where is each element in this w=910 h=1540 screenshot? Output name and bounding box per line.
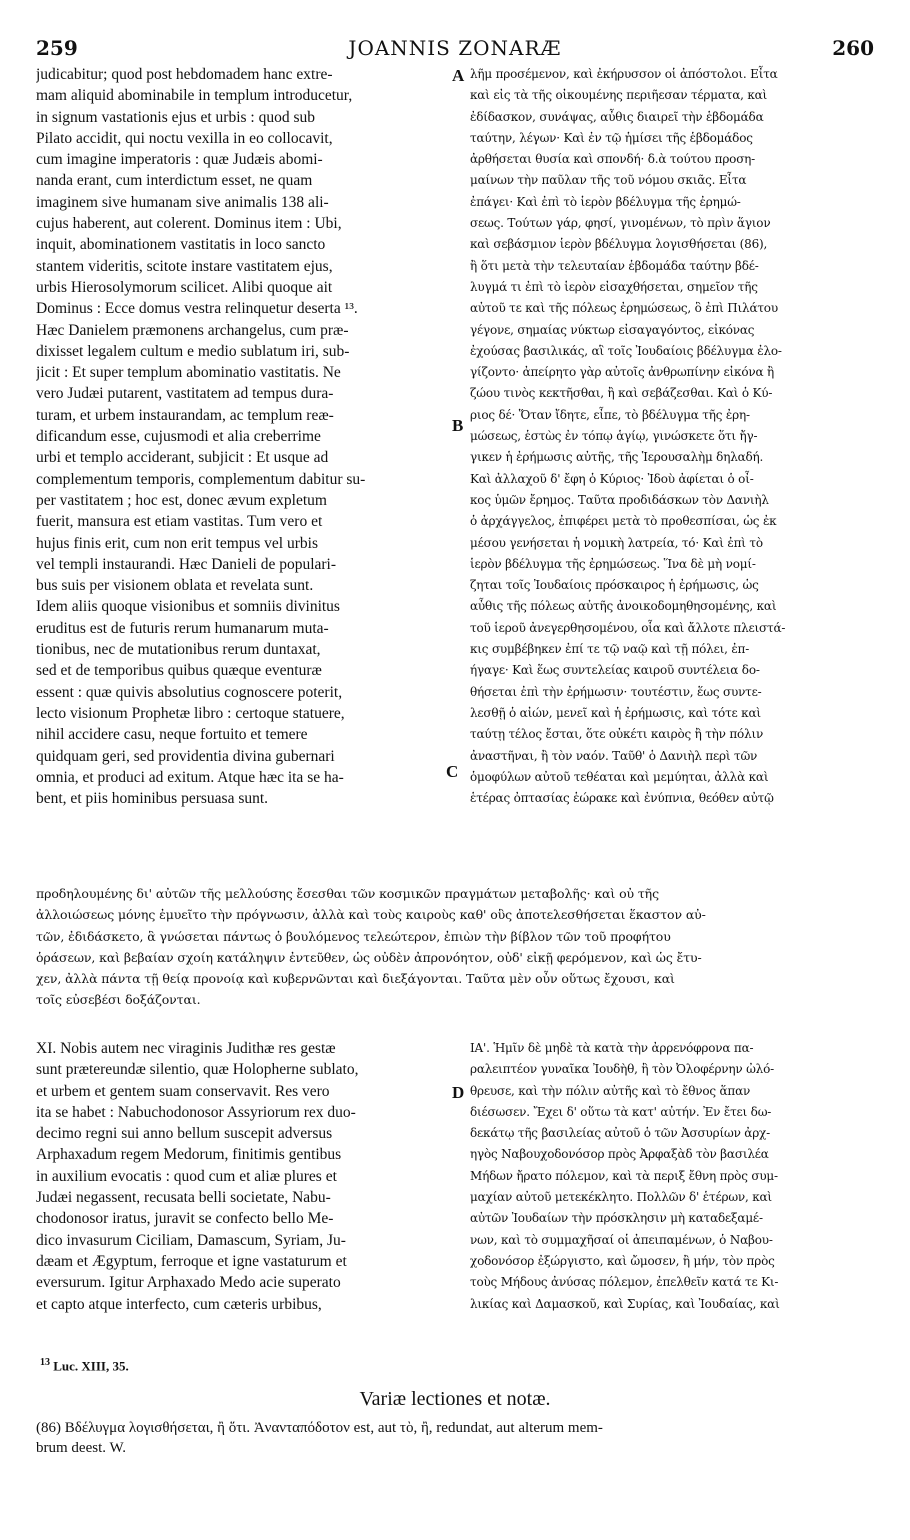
greek-line: ηγὸς Ναβουχοδονόσορ πρὸς Ἀρφαξὰδ τὸν βασιλέα [470,1147,769,1162]
latin-line: XI. Nobis autem nec viraginis Judithæ res gestæ [36,1040,336,1057]
greek-line: ἐπάγει· Καὶ ἐπὶ τὸ ἱερὸν βδέλυγμα τῆς ἐρημώ- [470,194,741,209]
latin-line: decimo regni sui anno bellum suscepit adversus [36,1125,333,1143]
latin-line: in signum vastationis ejus et urbis : quod sub [36,108,315,126]
latin-line: urbis Hierosolymorum scilicet. Alibi quoque ait [36,278,333,296]
latin-line: sed et de temporibus quibus quæque eventuræ [36,662,322,680]
note-line: brum deest. W. [36,1440,126,1456]
latin-line: inquit, abominationem vastitatis in loco sancto [36,236,326,254]
latin-line: et urbem et gentem suam conservavit. Res vero [36,1082,330,1100]
greek-line: ἱερὸν βδέλυγμα τῆς ἐρημώσεως. Ἵνα δὲ μὴ νομί- [470,556,756,571]
greek-line: ὁ ἀρχάγγελος, ἐπιφέρει μετὰ τὸ προθεσπίσαι, ὡς ἐκ [470,514,777,529]
greek-line: λικίας καὶ Δαμασκοῦ, καὶ Συρίας, καὶ Ἰουδαίας, καὶ [470,1296,780,1311]
greek-line: ταύτην, λέγων· Καὶ ἐν τῷ ἡμίσει τῆς ἑβδομάδος [470,130,753,145]
latin-line: eruditus est de futuris rerum humanarum muta- [36,619,329,637]
greek-line: ἑτέρας ὀπτασίας ἑώρακε καὶ ἐνύπνια, θεόθεν αὐτῷ [470,791,774,806]
latin-line: urbi et templo acciderant, subjicit : Et usque ad [36,449,329,467]
footnote-text: Luc. XIII, 35. [53,1358,129,1374]
left-page-number: 259 [36,36,78,60]
greek-line: λεσθῇ ὁ αἰών, μενεῖ καὶ ἡ ἐρήμωσις, καὶ τότε καὶ [470,705,761,720]
latin-line: judicabitur; quod post hebdomadem hanc extre- [36,66,333,83]
latin-line: dificandum esse, cujusmodi et alia creberrime [36,428,321,446]
variae-lectiones-heading: Variæ lectiones et notæ. [359,1388,551,1410]
latin-line: mam aliquid abominabile in templum introducetur, [36,87,353,105]
latin-column-section-2 [36,1038,443,1315]
latin-column-section-1 [36,64,443,809]
greek-line: ραλειπτέον γυναῖκα Ἰουδὴθ, ἣ τὸν Ὀλοφέρνην ὠλό- [470,1062,774,1077]
greek-spanning-paragraph [36,883,882,1011]
latin-line: omnia, et produci ad exitum. Atque hæc ita se ha- [36,768,344,786]
greek-line: αὖθις τῆς πόλεως αὐτῆς ἀνοικοδομηθησομένης, καὶ [470,599,777,614]
latin-line: jicit : Et super templum abominatio vastitatis. Ne [36,364,341,382]
latin-line: Idem aliis quoque visionibus et somniis divinitus [36,598,340,616]
greek-line: λῆμ προσέμενον, καὶ ἐκήρυσσον οἱ ἀπόστολοι. Εἶτα [470,67,778,81]
footnote [40,1357,129,1374]
greek-line: ἐχούσας βασιλικάς, αἳ τοῖς Ἰουδαίοις βδέλυγμα ἐλο- [470,343,782,358]
latin-line: essent : quæ quivis absolutius cognoscere poterit, [36,683,343,701]
latin-line: nihil accidere casu, neque fortuito et temere [36,726,308,744]
latin-line: hujus finis erit, cum non erit tempus vel urbis [36,534,318,552]
greek-line: ὁμοφύλων αὐτοῦ τεθέαται καὶ μεμύηται, ἀλλὰ καὶ [470,769,769,784]
running-title: JOANNIS ZONARÆ [348,36,562,60]
greek-column-section-1 [470,64,882,809]
greek-line: κος ὑμῶν ἔρημος. Ταῦτα προδιδάσκων τὸν Δανιὴλ [470,492,769,507]
latin-line: tionibus, nec de mutationibus rerum duntaxat, [36,641,321,659]
greek-line: θήσεται ἐπὶ τὴν ἐρήμωσιν· τουτέστιν, ἕως συντε- [470,684,762,699]
latin-line: cum imagine imperatoris : quæ Judæis abomi- [36,151,323,169]
greek-spanning-line: προδηλουμένης δι' αὐτῶν τῆς μελλούσης ἔσεσθαι τῶν κοσμικῶν πραγμάτων μεταβολῆς· καὶ οὐ τῆς [36,886,659,901]
greek-line: γίζοντο· ἀπείρητο γὰρ αὐτοῖς ἀνθρωπίνην εἰκόνα ἢ [470,365,774,380]
greek-line: τοὺς Μήδους ἀνύσας πόλεμον, ἐπελθεῖν κατά τε Κι- [470,1275,779,1290]
greek-line: μώσεως, ἑστὼς ἐν τόπῳ ἁγίῳ, γινώσκετε ὅτι ἤγ- [470,429,758,444]
greek-spanning-line: ἀλλοιώσεως μόνης ἐμυεῖτο τὴν πρόγνωσιν, ἀλλὰ καὶ τοὺς καιροὺς καθ' οὓς ἀποτελεσθήσεται ἕκαστον αὐ- [36,907,706,923]
margin-marker-d: D [452,1083,465,1102]
latin-line: imaginem sive humanam sive animalis 138 ali- [36,193,329,211]
greek-line: χοδονόσορ ἐξώργιστο, καὶ ὤμοσεν, ἢ μήν, τὸν πρὸς [470,1253,775,1268]
latin-line: vel templi instaurandi. Hæc Danieli de populari- [36,555,337,573]
greek-spanning-line: χεν, ἀλλὰ πάντα τῇ θείᾳ προνοίᾳ καὶ κυβερνῶνται καὶ διεξάγονται. Ταῦτα μὲν οὖν οὕτως ἔχουσι, καὶ [36,971,675,987]
greek-line: μέσου γενήσεται ἡ νομικὴ λατρεία, τό· Καὶ ἐπὶ τὸ [470,535,763,550]
greek-line: Καὶ ἀλλαχοῦ δ' ἔφη ὁ Κύριος· Ἰδοὺ ἀφίεται ὁ οἶ- [470,471,754,486]
greek-column-section-2 [470,1038,882,1315]
latin-line: dæam et Ægyptum, ferroque et igne vastaturum et [36,1252,347,1270]
greek-line: δεκάτῳ τῆς βασιλείας αὐτοῦ ὁ τῶν Ἀσσυρίων ἀρχ- [470,1126,770,1141]
greek-line: κις συμβέβηκεν ἐπί τε τῷ ναῷ καὶ τῇ πόλει, ἐπ- [470,642,750,657]
greek-line: ταύτῃ τέλος ἔσται, ὅτε οὐκέτι καιρὸς ἢ τὴν πόλιν [470,727,764,742]
latin-line: eversurum. Igitur Arphaxado Medo acie superato [36,1274,341,1292]
greek-line: νων, καὶ τὸ συμμαχῆσαί οἱ ἀπειπαμένων, ὁ Ναβου- [470,1232,773,1247]
greek-line: ἀναστῆναι, ἢ τὸν ναόν. Ταῦθ' ὁ Δανιὴλ περὶ τῶν [470,748,758,763]
latin-line: quidquam geri, sed providentia divina gubernari [36,747,335,765]
greek-line: σεως. Τούτων γάρ, φησί, γινομένων, τὸ πρὶν ἅγιον [470,216,771,231]
latin-line: complementum temporis, complementum dabitur su- [36,470,366,488]
latin-line: fuerit, mansura est etiam vastitas. Tum vero et [36,513,323,531]
latin-line: Pilato accidit, qui noctu vexilla in eo collocavit, [36,129,333,147]
greek-line: ἀρθήσεται θυσία καὶ σπονδή· δ.ὰ τούτου προση- [470,152,756,167]
greek-spanning-line: τῶν, ἐδιδάσκετο, ἃ γνώσεται πάντως ὁ βουλόμενος τελεώτερον, ἐπιὼν τὴν βίβλον τῶν τοῦ προφήτου [36,928,671,944]
latin-line: dixisset legalem cultum e medio sublatum iri, sub- [36,342,350,360]
right-page-number: 260 [832,36,874,60]
latin-line: nanda erant, cum interdictum esset, ne quam [36,172,313,190]
latin-line: vero Judæi putarent, vastitatem ad tempus dura- [36,385,334,403]
latin-line: Hæc Danielem præmonens archangelus, cum præ- [36,321,349,339]
latin-line: turam, et urbem instaurandam, ac templum reæ- [36,406,334,424]
greek-line: γέγονε, σημαίας νύκτωρ εἰσαγαγόντος, εἰκόνας [470,322,755,337]
note-line: (86) Βδέλυγμα λογισθήσεται, ἢ ὅτι. Ἀνανταπόδοτον est, aut τὸ, ἢ, redundat, aut alterum mem- [36,1420,603,1436]
latin-line: in auxilium evocatis : quod cum et aliæ plures et [36,1167,337,1185]
margin-marker-c: C [446,762,459,781]
variae-lectiones-note [36,1418,882,1458]
latin-line: Dominus : Ecce domus vestra relinquetur deserta ¹³. [36,300,358,318]
latin-line: lecto visionum Prophetæ libro : certoque statuere, [36,704,345,722]
greek-line: τοῦ ἱεροῦ ἀνεγερθησομένου, οἷα καὶ ἄλλοτε πλειστά- [470,620,786,635]
greek-line: μαίνων τὴν παῦλαν τῆς τοῦ νόμου σκιᾶς. Εἶτα [470,173,747,188]
greek-line: ζώου τινὸς κεκτῆσθαι, ἢ καὶ σεβάζεσθαι. Καὶ ὁ Κύ- [470,386,773,401]
greek-line: ζηται τοῖς Ἰουδαίοις πρόσκαιρος ἡ ἐρήμωσις, ὡς [470,578,759,593]
greek-line: λυγμά τι ἐπὶ τὸ ἱερὸν εἰσαχθήσεται, σημεῖον τῆς [470,279,758,294]
greek-line: καὶ σεβάσμιον ἱερὸν βδέλυγμα λογισθήσεται (86), [470,237,768,252]
footnote-number: 13 [40,1357,50,1368]
latin-line: per vastitatem ; hoc est, donec ævum expletum [36,491,327,509]
greek-line: ήγαγε· Καὶ ἕως συντελείας καιροῦ συντέλεια δο- [470,663,760,678]
latin-line: bus suis per visionem oblata et revelata sunt. [36,577,314,595]
greek-line: αὐτοῦ τε καὶ τῆς πόλεως ἐρημώσεως, ὃ ἐπὶ Πιλάτου [470,301,778,316]
latin-line: stantem videritis, scitote instare vastitatem ejus, [36,257,333,275]
greek-line: γικεν ἡ ἐρήμωσις αὐτῆς, τῆς Ἱερουσαλὴμ δηλαδή. [470,450,764,465]
latin-line: dico invasurum Ciciliam, Damascum, Syriam, Ju- [36,1231,346,1249]
greek-line: ἢ ὅτι μετὰ τὴν τελευταίαν ἑβδομάδα ταύτην βδέ- [470,258,759,273]
greek-line: καὶ εἰς τὰ τῆς οἰκουμένης περιῆεσαν τέρματα, καὶ [470,88,768,103]
latin-line: et capto atque interfecto, cum cæteris urbibus, [36,1295,322,1313]
margin-marker-b: B [452,416,464,435]
latin-line: Judæi negassent, recusata belli societate, Nabu- [36,1189,331,1207]
greek-line: θρευσε, καὶ τὴν πόλιν αὐτῆς καὶ τὸ ἔθνος ἅπαν [470,1083,751,1098]
page-header [36,36,874,64]
greek-line: μαχίαν αὐτοῦ μετεκέκλητο. Πολλῶν δ' ἑτέρων, καὶ [470,1190,772,1205]
greek-line: αὐτῶν Ἰουδαίων τὴν πρόσκλησιν μὴ καταδεξαμέ- [470,1211,763,1226]
latin-line: sunt prætereundæ silentio, quæ Holopherne sublato, [36,1061,359,1079]
greek-line: ριος δέ· Ὅταν ἴδητε, εἶπε, τὸ βδέλυγμα τῆς ἐρη- [470,407,750,422]
greek-line: ΙΑ'. Ἡμῖν δὲ μηδὲ τὰ κατὰ τὴν ἀρρενόφρονα πα- [470,1041,754,1055]
greek-line: διέσωσεν. Ἔχει δ' οὕτω τὰ κατ' αὐτήν. Ἐν ἔτει δω- [470,1104,772,1119]
greek-line: Μήδων ἤρατο πόλεμον, καὶ τὰ περιξ ἔθνη πρὸς συμ- [470,1168,778,1183]
greek-spanning-line: τοῖς εὐσεβέσι δοξάζονται. [36,992,201,1008]
latin-line: chodonosor iratus, juravit se confecto bello Me- [36,1210,334,1228]
latin-line: cujus haberent, aut colerent. Dominus item : Ubi, [36,215,342,233]
latin-line: Arphaxadum regem Medorum, finitimis gentibus [36,1146,342,1164]
latin-line: ita se habet : Nabuchodonosor Assyriorum rex duo- [36,1103,356,1121]
latin-line: bent, et piis hominibus persuasa sunt. [36,790,269,808]
greek-spanning-line: ὁράσεων, καὶ βεβαίαν σχοίη κατάληψιν ἐντεῦθεν, ὡς οὐδὲν ἀπρονόητον, οὐδ' εἰκῇ φερόμενον, καὶ ὡς ἔτυ- [36,949,702,965]
greek-line: ἐδίδασκον, συνάψας, αὖθις διαιρεῖ τὴν ἑβδομάδα [470,109,764,124]
margin-marker-a: A [452,66,465,85]
